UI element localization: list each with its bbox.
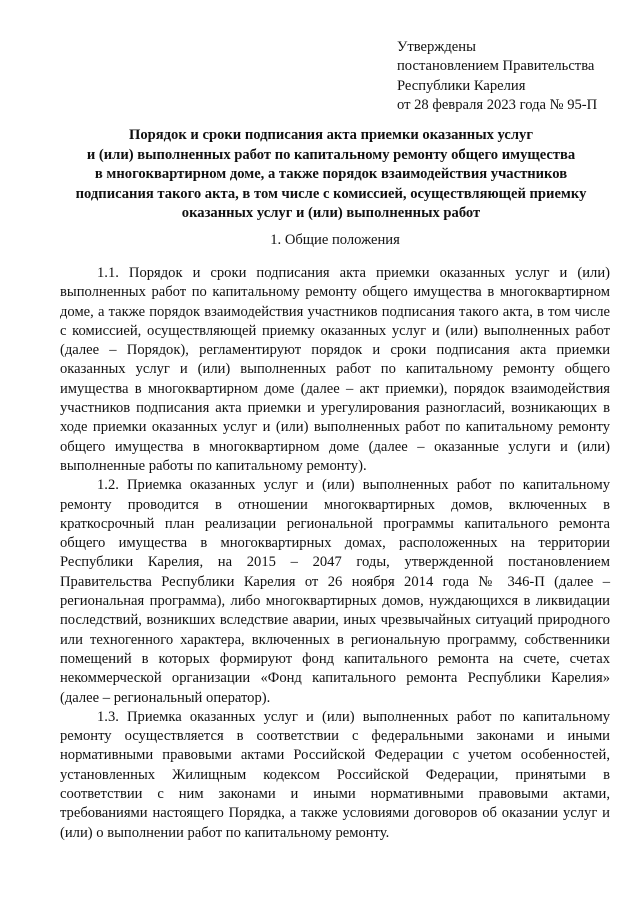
approval-line: постановлением Правительства	[397, 58, 595, 75]
document-body	[60, 264, 610, 843]
approval-line: Республики Карелия	[397, 77, 526, 94]
title-line: оказанных услуг и (или) выполненных работ	[181, 205, 481, 222]
clause-paragraph: 1.2. Приемка оказанных услуг и (или) выполненных работ по капитальному ремонту проводится в отношении многоквартирных домов, включенных в краткосрочный план реализации региональной программы капитального ремонта общего имущества в многоквартирных домах, расположенных на территории Республики Карелия, на 2015 – 2047 годы, утвержденной постановлением Правительства Республики Карелия от 26 ноября 2014 года № 346-П (далее – региональная программа), либо многоквартирных домов, нуждающихся в ликвидации последствий, возникших вследствие аварии, иных чрезвычайных ситуаций природного или техногенного характера, включенных в региональную программу, собственники помещений в которых формируют фонд капитального ремонта на счете, счетах некоммерческой организации «Фонд капитального ремонта Республики Карелия» (далее – региональный оператор).	[60, 477, 610, 706]
clause-paragraph: 1.1. Порядок и сроки подписания акта приемки оказанных услуг и (или) выполненных работ по капитальному ремонту общего имущества в многоквартирном доме, а также порядок взаимодействия участников подписания такого акта, в том числе с комиссией, осуществляющей приемку оказанных услуг и (или) выполненных работ (далее – Порядок), регламентируют порядок и сроки подписания акта приемки оказанных услуг и (или) выполненных работ по капитальному ремонту общего имущества в многоквартирном доме (далее – акт приемки), порядок взаимодействия участников подписания акта приемки и урегулирования разногласий, возникающих в ходе приемки оказанных услуг и (или) выполненных работ по капитальному ремонту общего имущества в многоквартирном доме (далее – оказанные услуги и (или) выполненные работы по капитальному ремонту).	[60, 265, 610, 474]
title-line: Порядок и сроки подписания акта приемки оказанных услуг	[129, 127, 533, 143]
clause-paragraph: 1.3. Приемка оказанных услуг и (или) выполненных работ по капитальному ремонту осуществляется в соответствии с федеральными законами и иными нормативными правовыми актами Российской Федерации с учетом особенностей, установленных Жилищным кодексом Российской Федерации, принятыми в соответствии с ним законами и иными нормативными правовыми актами, требованиями настоящего Порядка, а также условиями договоров об оказании услуг и (или) о выполнении работ по капитальному ремонту.	[60, 708, 610, 841]
section-heading: 1. Общие положения	[270, 232, 400, 248]
approval-line: Утверждены	[397, 39, 476, 55]
approval-line: от 28 февраля 2023 года № 95-П	[397, 97, 598, 114]
document-title	[56, 126, 606, 224]
title-line: в многоквартирном доме, а также порядок взаимодействия участников	[94, 166, 568, 183]
approval-block	[397, 38, 629, 116]
title-line: подписания такого акта, в том числе с комиссией, осуществляющей приемку	[75, 185, 587, 202]
title-line: и (или) выполненных работ по капитальному ремонту общего имущества	[86, 146, 576, 163]
